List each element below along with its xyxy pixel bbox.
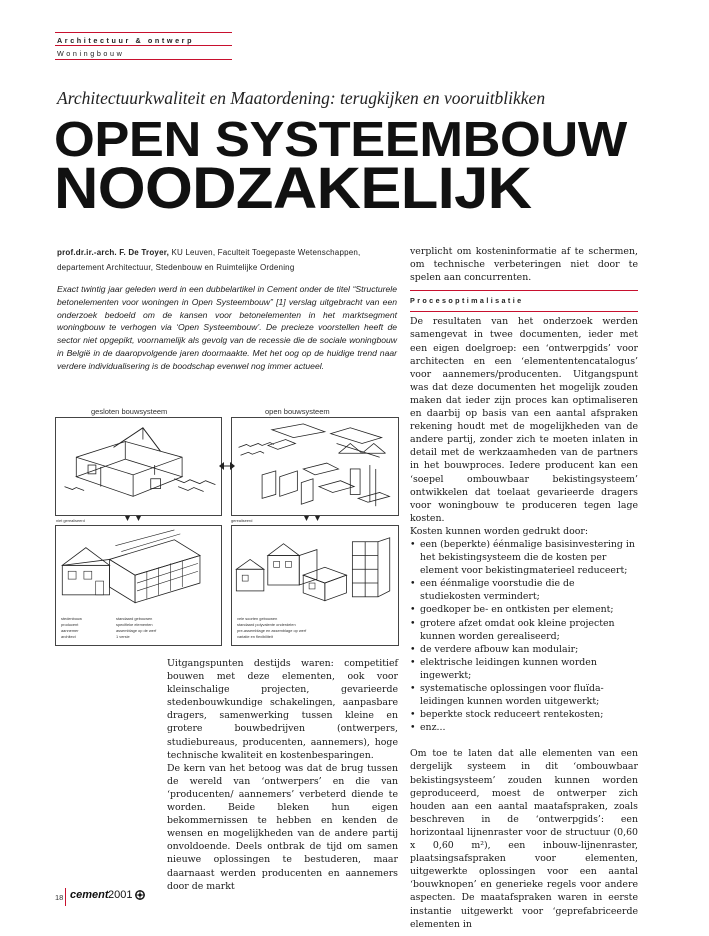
- subsection-kicker: Woningbouw: [57, 49, 125, 58]
- magazine-name: cement: [70, 889, 109, 901]
- label-realized: gerealiseerd: [231, 518, 253, 523]
- list-item: • de verdere afbouw kan modulair;: [410, 643, 638, 656]
- body-column-middle: [167, 657, 398, 893]
- body-paragraph: Uitgangspunten destijds waren: competitief bouwen met deze elementen, ook voor kleinschalige projecten, gevarieerde stedenbouwkundige schakelingen, aanpasbare dragers, samenwerking tussen kleine en grotere bouwbedrijven (ontwerpers, studiebureaus, producenten, aannemers), hoge technische kwaliteit en kostenbesparingen.: [167, 658, 398, 761]
- intro-paragraph: Exact twintig jaar geleden werd in een dubbelartikel in Cement onder de titel “Structurele betonelementen voor woningen in Open Systeembouw” [1] verslag uitgebracht van een onderzoek bedoeld om de kansen voor betonelementen in het marktsegment woningbouw te verhogen via ‘Open Systeembouw’. De precieze voorstellen heeft de sector niet opgepikt, voornamelijk als gevolg van de recessie die de sociale woningbouw in België in de daaropvolgende jaren doormaakte. Met het oog op de huidige trend naar verdere individualisering is de boodschap evenwel nog immer actueel.: [57, 284, 397, 371]
- list-item: • een éénmalige voorstudie die de studiekosten vermindert;: [410, 577, 638, 603]
- header-rule-bottom: [55, 59, 232, 60]
- building-system-figure: [55, 404, 399, 647]
- header-rule-top: [55, 32, 232, 33]
- body-column-right: [410, 245, 638, 931]
- body-paragraph: De resultaten van het onderzoek werden samengevat in twee documenten, ieder met een eigen doelgroep: een ‘ontwerpgids’ voor architecten en een ‘elemententencatalogus’ voor aannemers/producenten. Uitgangspunt was dat deze documenten het mogelijk zouden maken dat ieder zijn proces kan optimaliseren en daarbij op basis van een aantal afspraken rekening houdt met de mogelijkheden van de andere partij, zonder zich te moeten inlaten in detail met de werkzaamheden van de partners in het bouwproces. Iedere producent kan een ‘soepel ombouwbaar bekistingsysteem’ ontwikkelen dat toelaat gevarieerde dragers voor woningbouw te produceren tegen lage kosten.: [410, 316, 638, 524]
- arrows-horizontal-top: [219, 462, 235, 470]
- headline-line-2: NOODZAKELIJK: [54, 156, 532, 221]
- legend-closed-features: standaard gebouwen specifieke elementen assemblage op de werf 1 versie: [116, 616, 157, 639]
- figure-title-closed: gesloten bouwsysteem: [91, 407, 168, 416]
- page-number: 18: [55, 893, 64, 902]
- article-subtitle: Architectuurkwaliteit en Maatordening: terugkijken en vooruitblikken: [57, 88, 546, 108]
- section-kicker: Architectuur & ontwerp: [57, 36, 195, 45]
- list-item: • enz...: [410, 721, 638, 734]
- body-paragraph: Kosten kunnen worden gedrukt door:: [410, 525, 589, 537]
- legend-closed-actors: stedenbouw producent aannemer architect: [61, 616, 82, 639]
- panel-open-components: [231, 417, 399, 516]
- list-item: • systematische oplossingen voor fluïda-leidingen kunnen worden uitgewerkt;: [410, 682, 638, 708]
- author-affiliation-1: KU Leuven, Faculteit Toegepaste Wetenschappen,: [171, 248, 361, 257]
- list-item: • grotere afzet omdat ook kleine projecten kunnen worden gerealiseerd;: [410, 617, 638, 643]
- legend-open-features: vele soorten gebouwen standaard polyvalente onderdelen pre-assemblage en assemblage op werf variatie en flexibiliteit: [237, 616, 307, 639]
- list-item: • beperkte stock reduceert rentekosten;: [410, 708, 638, 721]
- list-item: • een (beperkte) éénmalige basisinvestering in het bekistingsysteem die de kosten per element voor bekistingmaterieel reduceert;: [410, 538, 638, 577]
- label-not-realized: niet gerealiseerd: [56, 518, 85, 523]
- body-paragraph: Om toe te laten dat alle elementen van een dergelijk systeem in dit ‘ombouwbaar bekistingsysteem’ zouden kunnen worden geproduceerd, moest de ontwerper zich houden aan een aantal maatafspraken, zoals beschreven in de ‘ontwerpgids’: een horizontaal lijnenraster voor de structuur (0,60 x 0,60 m²), een inbouw-lijnenraster, plaatsingsafspraken voor elementen, uitgewerkte oplossingen voor een aantal ‘bouwknopen’ en generieke regels voor andere aspecten. De maatafspraken waren in eerste instantie uitgewerkt voor ‘geprefabriceerde elementen in: [410, 748, 638, 930]
- list-item: • elektrische leidingen kunnen worden ingewerkt;: [410, 656, 638, 682]
- author-name: prof.dr.ir.-arch. F. De Troyer,: [57, 248, 170, 257]
- arrows-vertical-right: [301, 516, 323, 524]
- author-affiliation-2: departement Architectuur, Stedenbouw en Ruimtelijke Ordening: [57, 263, 295, 272]
- panel-varied-buildings: [231, 525, 399, 646]
- section-heading: Procesoptimalisatie: [410, 290, 638, 312]
- magazine-year: 2001: [108, 889, 133, 901]
- panel-closed-building: [55, 417, 222, 516]
- author-credit: [57, 245, 397, 275]
- arrows-vertical-left: [122, 516, 144, 524]
- cost-reduction-list: [410, 538, 638, 734]
- body-paragraph: verplicht om kosteninformatie af te schermen, om technische verbeteringen niet door te spelen aan concurrenten.: [410, 246, 638, 284]
- footer-divider: [65, 888, 66, 906]
- header-rule-mid: [55, 45, 232, 46]
- figure-title-open: open bouwsysteem: [265, 407, 330, 416]
- headline-line-1: OPEN SYSTEEMBOUW: [54, 113, 627, 167]
- list-item: • goedkoper be- en ontkisten per element;: [410, 603, 638, 616]
- body-paragraph: De kern van het betoog was dat de brug tussen de wereld van ‘ontwerpers’ en die van ‘producenten/ aannemers’ verbeterd diende te worden. Beide bleken hun eigen bekommernissen te hebben en kenden de wensen en mogelijkheden van de andere partij onvoldoende. Deels ontbrak de tijd om samen nieuwe oplossingen te bestuderen, maar daarnaast werden producenten en aannemers door de markt: [167, 762, 398, 892]
- panel-row-houses: [55, 525, 222, 646]
- cement-logo-icon: [135, 890, 145, 900]
